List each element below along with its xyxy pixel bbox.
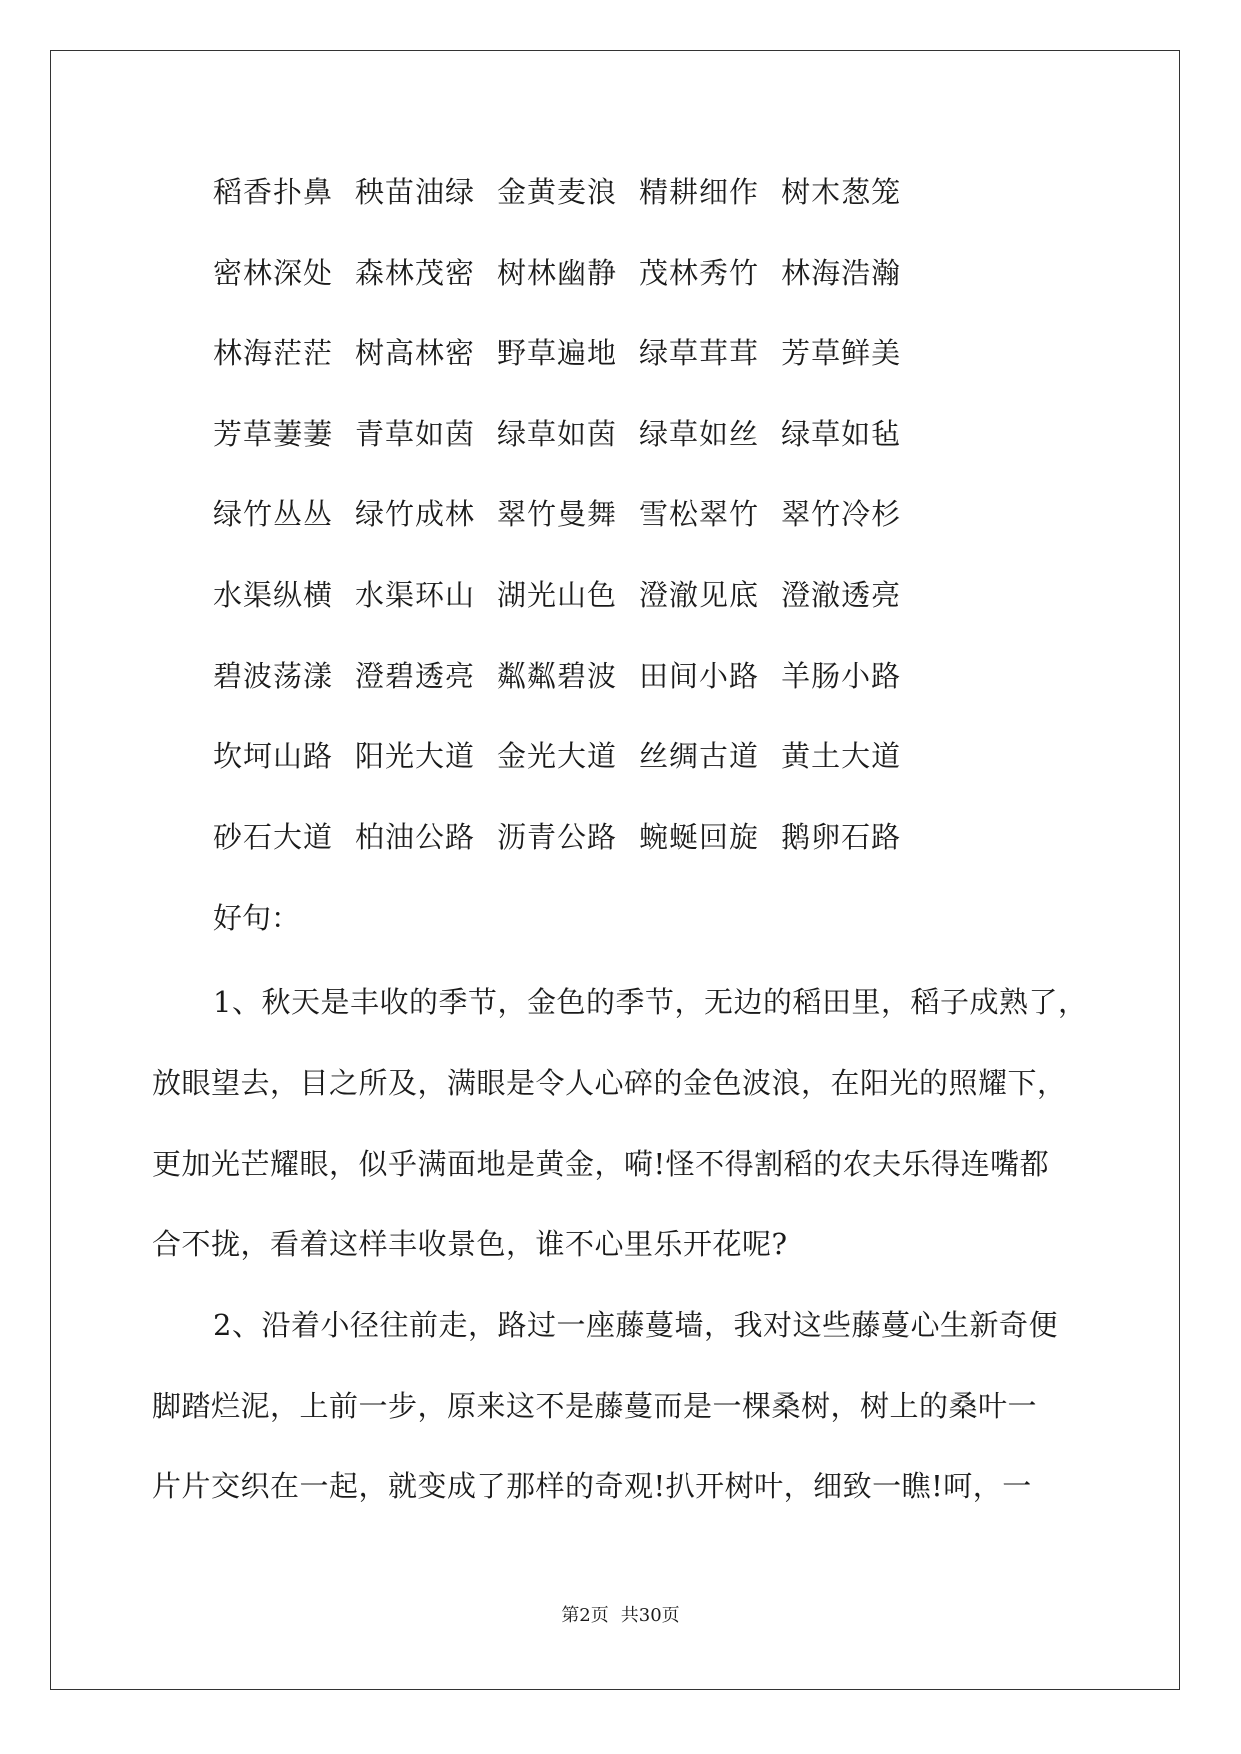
paragraph-line: 1、秋天是丰收的季节，金色的季节，无边的稻田里，稻子成熟了， [213, 985, 1088, 1019]
phrase: 澄碧透亮 [355, 659, 476, 693]
phrase: 澄澈见底 [639, 578, 760, 612]
phrase: 树林幽静 [497, 256, 618, 290]
phrase: 森林茂密 [355, 256, 476, 290]
phrase: 密林深处 [213, 256, 334, 290]
phrase: 黄土大道 [781, 739, 902, 773]
phrase: 绿竹丛丛 [213, 497, 334, 531]
paragraph-line: 更加光芒耀眼，似乎满面地是黄金，嗬!怪不得割稻的农夫乐得连嘴都 [152, 1147, 1050, 1181]
section-label: 好句： [213, 901, 301, 935]
phrase: 绿草如茵 [497, 417, 618, 451]
paragraph-line: 2、沿着小径往前走，路过一座藤蔓墙，我对这些藤蔓心生新奇便 [213, 1308, 1058, 1342]
phrase: 澄澈透亮 [781, 578, 902, 612]
phrase: 蜿蜒回旋 [639, 820, 760, 854]
phrase-row [213, 414, 923, 454]
phrase-row [213, 656, 923, 696]
phrase: 精耕细作 [639, 175, 760, 209]
phrase: 湖光山色 [497, 578, 618, 612]
phrase: 芳草萋萋 [213, 417, 334, 451]
paragraph-line: 合不拢，看着这样丰收景色，谁不心里乐开花呢? [152, 1227, 788, 1261]
page-footer [0, 1604, 1241, 1628]
phrase-row [213, 575, 923, 615]
phrase: 水渠纵横 [213, 578, 334, 612]
phrase: 羊肠小路 [781, 659, 902, 693]
paragraph-line: 片片交织在一起，就变成了那样的奇观!扒开树叶，细致一瞧!呵，一 [152, 1469, 1032, 1503]
phrase: 鹅卵石路 [781, 820, 902, 854]
paragraph-line: 脚踏烂泥，上前一步，原来这不是藤蔓而是一棵桑树，树上的桑叶一 [152, 1389, 1038, 1423]
phrase: 翠竹曼舞 [497, 497, 618, 531]
phrase-row [213, 494, 923, 534]
phrase: 金黄麦浪 [497, 175, 618, 209]
phrase: 青草如茵 [355, 417, 476, 451]
phrase: 芳草鲜美 [781, 336, 902, 370]
phrase-row [213, 172, 923, 212]
phrase: 绿草如毡 [781, 417, 902, 451]
phrase: 翠竹冷杉 [781, 497, 902, 531]
phrase: 丝绸古道 [639, 739, 760, 773]
phrase: 林海茫茫 [213, 336, 334, 370]
page-total: 共30页 [620, 1605, 680, 1626]
phrase: 金光大道 [497, 739, 618, 773]
phrase: 林海浩瀚 [781, 256, 902, 290]
phrase: 绿草如丝 [639, 417, 760, 451]
page-number: 第2页 [561, 1605, 609, 1626]
phrase: 田间小路 [639, 659, 760, 693]
phrase: 茂林秀竹 [639, 256, 760, 290]
phrase: 野草遍地 [497, 336, 618, 370]
phrase: 粼粼碧波 [497, 659, 618, 693]
phrase: 砂石大道 [213, 820, 334, 854]
phrase: 坎坷山路 [213, 739, 334, 773]
phrase: 绿竹成林 [355, 497, 476, 531]
paragraph-line: 放眼望去，目之所及，满眼是令人心碎的金色波浪，在阳光的照耀下， [152, 1066, 1067, 1100]
phrase-row [213, 333, 923, 373]
phrase: 柏油公路 [355, 820, 476, 854]
phrase: 阳光大道 [355, 739, 476, 773]
phrase: 沥青公路 [497, 820, 618, 854]
page-border [50, 50, 1180, 1690]
phrase: 树高林密 [355, 336, 476, 370]
phrase-row [213, 817, 923, 857]
phrase: 稻香扑鼻 [213, 175, 334, 209]
phrase: 树木葱笼 [781, 175, 902, 209]
phrase: 水渠环山 [355, 578, 476, 612]
phrase: 雪松翠竹 [639, 497, 760, 531]
phrase: 碧波荡漾 [213, 659, 334, 693]
phrase: 绿草茸茸 [639, 336, 760, 370]
phrase: 秧苗油绿 [355, 175, 476, 209]
phrase-row [213, 736, 923, 776]
phrase-row [213, 253, 923, 293]
